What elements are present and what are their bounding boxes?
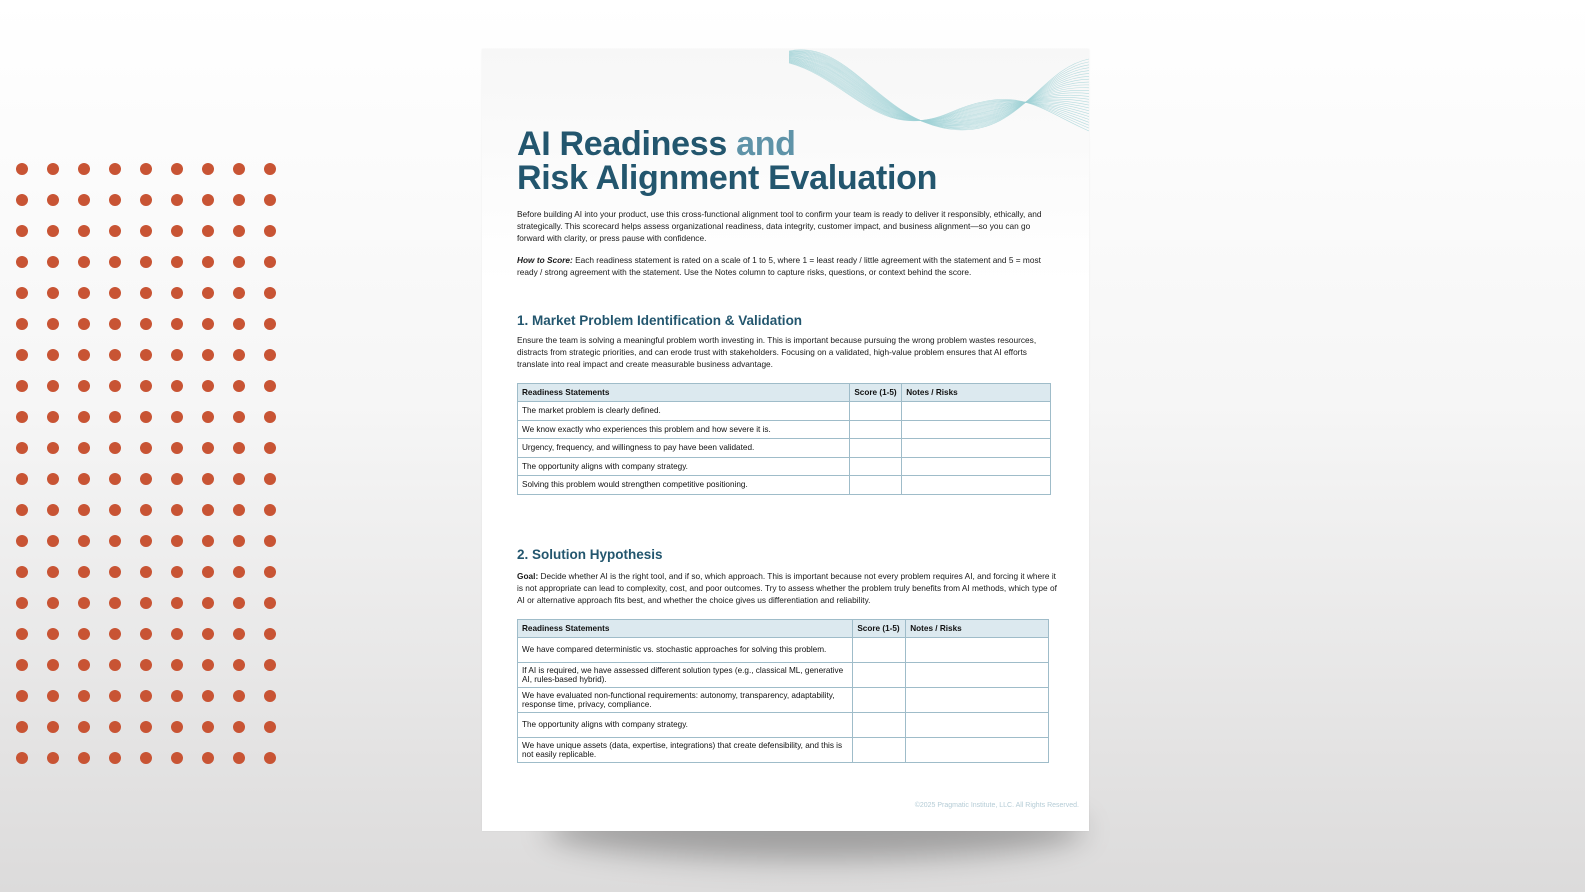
dot — [140, 225, 152, 237]
dot — [171, 225, 183, 237]
score-cell[interactable] — [853, 638, 906, 663]
dot — [140, 287, 152, 299]
notes-cell[interactable] — [906, 663, 1049, 688]
col-header-notes: Notes / Risks — [902, 384, 1051, 402]
dot — [140, 194, 152, 206]
dot — [233, 628, 245, 640]
dot — [171, 473, 183, 485]
dot — [233, 163, 245, 175]
title-part2: Risk Alignment Evaluation — [517, 159, 938, 197]
dot — [202, 504, 214, 516]
dot — [47, 163, 59, 175]
dot — [78, 163, 90, 175]
dot — [202, 535, 214, 547]
notes-cell[interactable] — [906, 713, 1049, 738]
dot — [171, 659, 183, 671]
dot — [16, 504, 28, 516]
dot — [264, 628, 276, 640]
dot — [47, 597, 59, 609]
dot — [47, 380, 59, 392]
dot — [16, 163, 28, 175]
table-row — [518, 476, 1051, 495]
dot — [202, 163, 214, 175]
dot — [171, 504, 183, 516]
dot — [16, 473, 28, 485]
score-cell[interactable] — [850, 402, 902, 421]
dot — [171, 597, 183, 609]
dot — [233, 473, 245, 485]
dot — [202, 721, 214, 733]
dot — [140, 504, 152, 516]
dot — [264, 752, 276, 764]
statement-cell: We have evaluated non-functional requirements: autonomy, transparency, adaptability, response time, privacy, compliance. — [518, 688, 853, 713]
table-row — [518, 738, 1049, 763]
dot — [140, 256, 152, 268]
dot — [202, 411, 214, 423]
dot — [264, 597, 276, 609]
table-row — [518, 663, 1049, 688]
wave-line — [789, 61, 1089, 121]
section2-heading: 2. Solution Hypothesis — [517, 547, 663, 562]
dot — [109, 380, 121, 392]
dot — [47, 690, 59, 702]
dot — [264, 473, 276, 485]
dot — [140, 566, 152, 578]
table-row — [518, 688, 1049, 713]
dot — [233, 690, 245, 702]
dot — [47, 411, 59, 423]
statement-cell: We have unique assets (data, expertise, integrations) that create defensibility, and this is not easily replicable. — [518, 738, 853, 763]
notes-cell[interactable] — [902, 476, 1051, 495]
table-row — [518, 402, 1051, 421]
dot — [264, 504, 276, 516]
dot — [47, 659, 59, 671]
dot — [264, 318, 276, 330]
dot — [109, 628, 121, 640]
dot — [16, 659, 28, 671]
dot — [202, 473, 214, 485]
dot — [233, 659, 245, 671]
wave-line — [789, 52, 1089, 126]
dot — [109, 411, 121, 423]
dot — [78, 597, 90, 609]
notes-cell[interactable] — [902, 457, 1051, 476]
dot — [171, 380, 183, 392]
dot — [202, 752, 214, 764]
dot — [16, 349, 28, 361]
intro-paragraph: Before building AI into your product, use this cross-functional alignment tool to confirm your team is ready to deliver it responsibly, ethically, and strategically. This scorecard helps assess organizational readiness, data integrity, customer impact, and business alignment—so you can go forward with clarity, or press pause with confidence. — [517, 209, 1042, 243]
notes-cell[interactable] — [902, 402, 1051, 421]
dot — [47, 504, 59, 516]
dot — [78, 225, 90, 237]
dot — [233, 287, 245, 299]
dot — [171, 721, 183, 733]
statement-cell: Solving this problem would strengthen competitive positioning. — [518, 476, 850, 495]
dot — [109, 721, 121, 733]
dot — [140, 628, 152, 640]
notes-cell[interactable] — [906, 688, 1049, 713]
dot — [109, 752, 121, 764]
dot — [16, 690, 28, 702]
how-to-label: How to Score: — [517, 255, 573, 265]
how-to-text: Each readiness statement is rated on a scale of 1 to 5, where 1 = least ready / little agreement with the statement and 5 = most ready / strong agreement with the statement. Use the Notes column to capture risks, questions, or context behind the score. — [517, 255, 1041, 277]
dot — [78, 535, 90, 547]
dot — [202, 380, 214, 392]
dot — [47, 349, 59, 361]
dot — [202, 225, 214, 237]
dot — [78, 287, 90, 299]
dot — [78, 659, 90, 671]
table-row — [518, 420, 1051, 439]
dot — [109, 318, 121, 330]
dot — [233, 256, 245, 268]
score-cell[interactable] — [850, 476, 902, 495]
dot — [78, 473, 90, 485]
table-row — [518, 638, 1049, 663]
dot — [171, 690, 183, 702]
dot — [109, 659, 121, 671]
dot — [171, 566, 183, 578]
dot — [47, 535, 59, 547]
dot — [171, 256, 183, 268]
dot — [264, 380, 276, 392]
dot — [202, 628, 214, 640]
dot — [47, 473, 59, 485]
document-page — [482, 49, 1089, 831]
dot — [16, 287, 28, 299]
dot — [47, 256, 59, 268]
dot — [78, 504, 90, 516]
dot — [140, 318, 152, 330]
dot — [78, 349, 90, 361]
section1-description: Ensure the team is solving a meaningful problem worth investing in. This is important because pursuing the wrong problem wastes resources, distracts from strategic priorities, and can erode trust with stakeholders. Focusing on a validated, high-value problem ensures that AI efforts translate into real impact and create measurable business advantage. — [517, 335, 1037, 369]
score-cell[interactable] — [853, 738, 906, 763]
dot — [171, 163, 183, 175]
dot — [202, 349, 214, 361]
dot — [78, 194, 90, 206]
dot — [16, 442, 28, 454]
dot — [202, 566, 214, 578]
dot — [78, 752, 90, 764]
document-title — [517, 127, 937, 195]
col-header-notes: Notes / Risks — [906, 620, 1049, 638]
dot — [202, 597, 214, 609]
score-cell[interactable] — [853, 688, 906, 713]
statement-cell: The opportunity aligns with company strategy. — [518, 457, 850, 476]
dot — [16, 566, 28, 578]
table-row — [518, 439, 1051, 458]
dot — [171, 194, 183, 206]
dot — [171, 628, 183, 640]
col-header-statements: Readiness Statements — [518, 620, 853, 638]
dot — [264, 659, 276, 671]
decorative-dot-grid — [16, 163, 276, 764]
statement-cell: Urgency, frequency, and willingness to pay have been validated. — [518, 439, 850, 458]
dot — [109, 225, 121, 237]
dot — [78, 690, 90, 702]
dot — [264, 256, 276, 268]
dot — [47, 628, 59, 640]
dot — [233, 349, 245, 361]
dot — [171, 411, 183, 423]
dot — [109, 442, 121, 454]
dot — [140, 659, 152, 671]
dot — [171, 752, 183, 764]
dot — [140, 411, 152, 423]
dot — [233, 721, 245, 733]
dot — [47, 318, 59, 330]
dot — [171, 349, 183, 361]
dot — [47, 721, 59, 733]
dot — [202, 442, 214, 454]
dot — [171, 442, 183, 454]
dot — [264, 721, 276, 733]
goal-label: Goal: — [517, 571, 539, 581]
dot — [16, 597, 28, 609]
section2-description — [517, 571, 1057, 606]
dot — [140, 721, 152, 733]
dot — [264, 287, 276, 299]
goal-text: Decide whether AI is the right tool, and if so, which approach. This is important because not every problem requires AI, and forcing it where it is not appropriate can lead to complexity, cost, and poor outcomes. Try to assess whether the problem truly benefits from AI methods, which type of AI or alternative approach fits best, and whether the choice gives us differentiation and reliability. — [517, 571, 1057, 605]
copyright-footer: ©2025 Pragmatic Institute, LLC. All Rights Reserved. — [914, 802, 1079, 809]
dot — [264, 163, 276, 175]
score-cell[interactable] — [850, 439, 902, 458]
dot — [233, 504, 245, 516]
notes-cell[interactable] — [902, 439, 1051, 458]
dot — [16, 380, 28, 392]
dot — [233, 194, 245, 206]
dot — [140, 752, 152, 764]
notes-cell[interactable] — [902, 420, 1051, 439]
dot — [109, 473, 121, 485]
section1-heading: 1. Market Problem Identification & Validation — [517, 313, 803, 328]
dot — [140, 442, 152, 454]
dot — [16, 256, 28, 268]
dot — [264, 690, 276, 702]
dot — [47, 442, 59, 454]
col-header-score: Score (1-5) — [853, 620, 906, 638]
dot — [16, 721, 28, 733]
dot — [109, 566, 121, 578]
score-cell[interactable] — [850, 420, 902, 439]
statement-cell: The market problem is clearly defined. — [518, 402, 850, 421]
dot — [202, 287, 214, 299]
dot — [78, 721, 90, 733]
dot — [171, 535, 183, 547]
dot — [140, 380, 152, 392]
dot — [78, 442, 90, 454]
dot — [202, 194, 214, 206]
dot — [264, 349, 276, 361]
dot — [109, 194, 121, 206]
dot — [16, 194, 28, 206]
notes-cell[interactable] — [906, 638, 1049, 663]
title-accent: and — [736, 125, 796, 163]
dot — [78, 380, 90, 392]
dot — [16, 225, 28, 237]
dot — [233, 597, 245, 609]
score-cell[interactable] — [853, 663, 906, 688]
title-part1: AI Readiness — [517, 125, 727, 163]
section1-table — [517, 383, 1051, 495]
dot — [109, 504, 121, 516]
section2-table — [517, 619, 1049, 763]
dot — [140, 690, 152, 702]
statement-cell: The opportunity aligns with company strategy. — [518, 713, 853, 738]
dot — [233, 535, 245, 547]
dot — [47, 566, 59, 578]
dot — [140, 535, 152, 547]
notes-cell[interactable] — [906, 738, 1049, 763]
table-row — [518, 457, 1051, 476]
how-to-score-paragraph — [517, 255, 1052, 279]
statement-cell: We know exactly who experiences this problem and how severe it is. — [518, 420, 850, 439]
dot — [202, 659, 214, 671]
dot — [140, 163, 152, 175]
dot — [78, 411, 90, 423]
col-header-statements: Readiness Statements — [518, 384, 850, 402]
dot — [16, 535, 28, 547]
dot — [78, 256, 90, 268]
dot — [233, 442, 245, 454]
dot — [264, 411, 276, 423]
dot — [264, 225, 276, 237]
dot — [47, 225, 59, 237]
dot — [233, 318, 245, 330]
dot — [78, 628, 90, 640]
dot — [109, 690, 121, 702]
dot — [202, 690, 214, 702]
table-row — [518, 713, 1049, 738]
statement-cell: If AI is required, we have assessed different solution types (e.g., classical ML, generative AI, rules-based hybrid). — [518, 663, 853, 688]
dot — [47, 752, 59, 764]
dot — [171, 318, 183, 330]
dot — [16, 318, 28, 330]
dot — [140, 597, 152, 609]
dot — [78, 318, 90, 330]
dot — [233, 380, 245, 392]
dot — [109, 597, 121, 609]
dot — [233, 411, 245, 423]
score-cell[interactable] — [853, 713, 906, 738]
dot — [202, 256, 214, 268]
dot — [109, 163, 121, 175]
dot — [171, 287, 183, 299]
dot — [140, 349, 152, 361]
dot — [140, 473, 152, 485]
dot — [16, 411, 28, 423]
dot — [264, 442, 276, 454]
dot — [264, 194, 276, 206]
dot — [109, 287, 121, 299]
dot — [264, 566, 276, 578]
dot — [109, 349, 121, 361]
dot — [16, 628, 28, 640]
statement-cell: We have compared deterministic vs. stochastic approaches for solving this problem. — [518, 638, 853, 663]
dot — [109, 256, 121, 268]
dot — [16, 752, 28, 764]
dot — [47, 287, 59, 299]
dot — [202, 318, 214, 330]
dot — [78, 566, 90, 578]
dot — [109, 535, 121, 547]
dot — [47, 194, 59, 206]
dot — [233, 752, 245, 764]
dot — [264, 535, 276, 547]
score-cell[interactable] — [850, 457, 902, 476]
col-header-score: Score (1-5) — [850, 384, 902, 402]
dot — [233, 225, 245, 237]
dot — [233, 566, 245, 578]
